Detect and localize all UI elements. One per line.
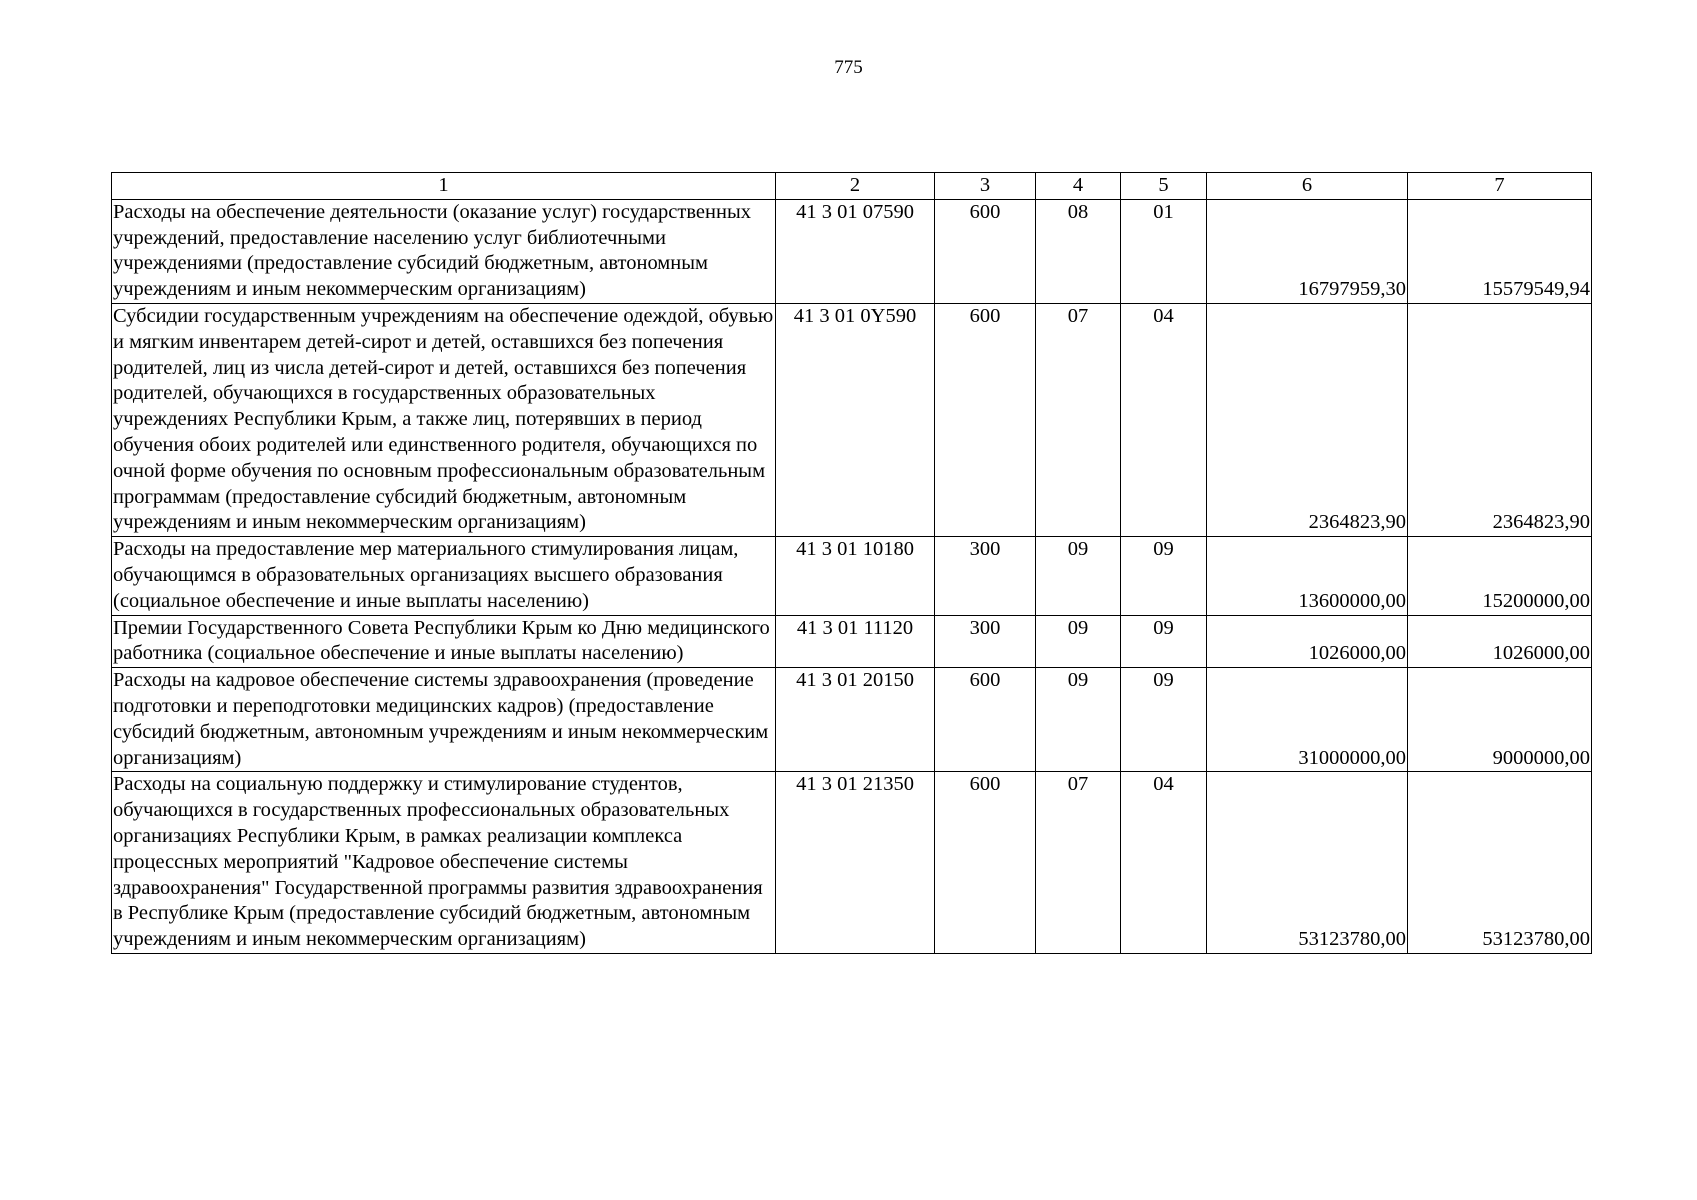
row-amount-2: 2364823,90: [1408, 303, 1592, 536]
row-target-article: 41 3 01 0Y590: [776, 303, 935, 536]
row-amount-2: 1026000,00: [1408, 615, 1592, 668]
row-amount-1: 1026000,00: [1207, 615, 1408, 668]
row-target-article: 41 3 01 21350: [776, 772, 935, 954]
row-expense-type: 600: [935, 199, 1036, 303]
row-description: Расходы на социальную поддержку и стимулирование студентов, обучающихся в государственных профессиональных образовательных организациях Республики Крым, в рамках реализации комплекса процессных мероприятий "Кадровое обеспечение системы здравоохранения" Государственной программы развития здравоохранения в Республике Крым (предоставление субсидий бюджетным, автономным учреждениям и иным некоммерческим организациям): [112, 772, 776, 954]
header-col-3: 3: [935, 173, 1036, 200]
row-amount-1: 2364823,90: [1207, 303, 1408, 536]
row-amount-1: 16797959,30: [1207, 199, 1408, 303]
row-subsection: 09: [1121, 615, 1207, 668]
header-col-4: 4: [1036, 173, 1121, 200]
header-col-5: 5: [1121, 173, 1207, 200]
row-expense-type: 300: [935, 537, 1036, 615]
row-section: 09: [1036, 668, 1121, 772]
row-amount-1: 13600000,00: [1207, 537, 1408, 615]
row-target-article: 41 3 01 10180: [776, 537, 935, 615]
row-amount-2: 15579549,94: [1408, 199, 1592, 303]
row-expense-type: 600: [935, 303, 1036, 536]
header-col-1: 1: [112, 173, 776, 200]
row-subsection: 04: [1121, 303, 1207, 536]
page-number: 775: [834, 57, 863, 78]
header-col-6: 6: [1207, 173, 1408, 200]
table-header: [112, 173, 1592, 200]
header-col-7: 7: [1408, 173, 1592, 200]
table-row: [112, 199, 1592, 303]
table-row: [112, 615, 1592, 668]
header-col-2: 2: [776, 173, 935, 200]
row-subsection: 09: [1121, 537, 1207, 615]
header-row: [112, 173, 1592, 200]
table-row: [112, 668, 1592, 772]
row-description: Расходы на предоставление мер материального стимулирования лицам, обучающимся в образовательных организациях высшего образования (социальное обеспечение и иные выплаты населению): [112, 537, 776, 615]
row-section: 08: [1036, 199, 1121, 303]
row-section: 09: [1036, 537, 1121, 615]
row-section: 07: [1036, 303, 1121, 536]
row-amount-1: 31000000,00: [1207, 668, 1408, 772]
row-description: Субсидии государственным учреждениям на обеспечение одеждой, обувью и мягким инвентарем детей-сирот и детей, оставшихся без попечения родителей, лиц из числа детей-сирот и детей, оставшихся без попечения родителей, обучающихся в государственных образовательных учреждениях Республики Крым, а также лиц, потерявших в период обучения обоих родителей или единственного родителя, обучающихся по очной форме обучения по основным профессиональным образовательным программам (предоставление субсидий бюджетным, автономным учреждениям и иным некоммерческим организациям): [112, 303, 776, 536]
row-description: Премии Государственного Совета Республики Крым ко Дню медицинского работника (социальное обеспечение и иные выплаты населению): [112, 615, 776, 668]
table-row: [112, 303, 1592, 536]
table-row: [112, 772, 1592, 954]
row-target-article: 41 3 01 20150: [776, 668, 935, 772]
budget-table: [111, 172, 1592, 954]
table-body: [112, 199, 1592, 953]
row-description: Расходы на кадровое обеспечение системы здравоохранения (проведение подготовки и переподготовки медицинских кадров) (предоставление субсидий бюджетным, автономным учреждениям и иным некоммерческим организациям): [112, 668, 776, 772]
row-description: Расходы на обеспечение деятельности (оказание услуг) государственных учреждений, предоставление населению услуг библиотечными учреждениями (предоставление субсидий бюджетным, автономным учреждениям и иным некоммерческим организациям): [112, 199, 776, 303]
row-expense-type: 600: [935, 772, 1036, 954]
row-expense-type: 600: [935, 668, 1036, 772]
row-target-article: 41 3 01 11120: [776, 615, 935, 668]
row-section: 09: [1036, 615, 1121, 668]
row-section: 07: [1036, 772, 1121, 954]
table-row: [112, 537, 1592, 615]
row-amount-2: 9000000,00: [1408, 668, 1592, 772]
row-subsection: 09: [1121, 668, 1207, 772]
row-target-article: 41 3 01 07590: [776, 199, 935, 303]
row-subsection: 01: [1121, 199, 1207, 303]
row-amount-1: 53123780,00: [1207, 772, 1408, 954]
row-subsection: 04: [1121, 772, 1207, 954]
row-expense-type: 300: [935, 615, 1036, 668]
row-amount-2: 53123780,00: [1408, 772, 1592, 954]
row-amount-2: 15200000,00: [1408, 537, 1592, 615]
